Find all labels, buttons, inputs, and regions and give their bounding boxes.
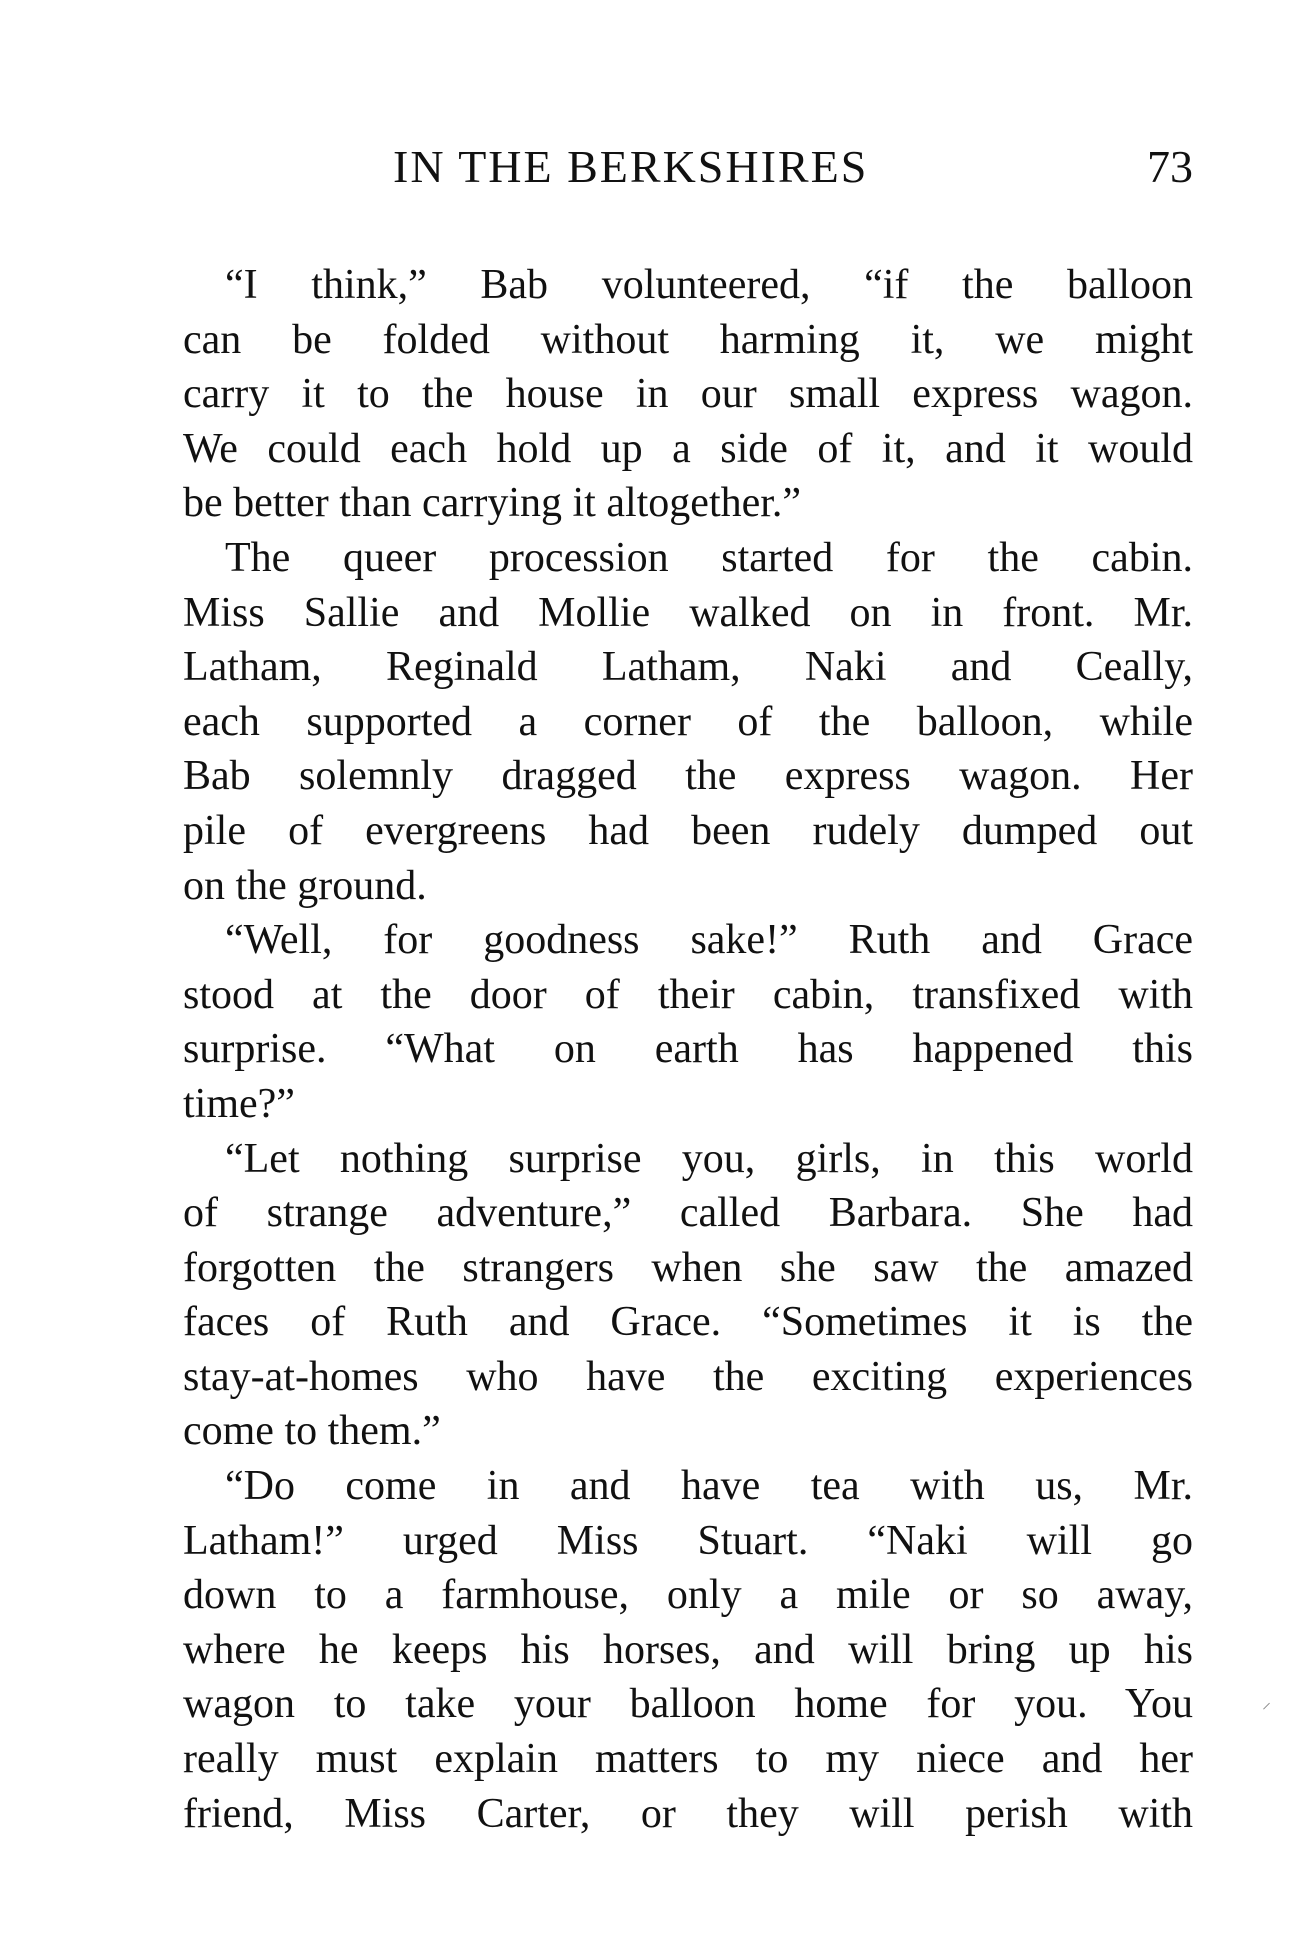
page-number: 73 — [1147, 141, 1193, 192]
text-line: stood at the door of their cabin, transfixed with — [183, 971, 1193, 1018]
text-line: “Do come in and have tea with us, Mr. — [225, 1463, 1193, 1510]
text-line: forgotten the strangers when she saw the amazed — [183, 1244, 1193, 1291]
text-line: stay-at-homes who have the exciting experiences — [183, 1353, 1193, 1400]
text-line: friend, Miss Carter, or they will perish with — [183, 1790, 1193, 1837]
text-line: faces of Ruth and Grace. “Sometimes it is the — [183, 1299, 1193, 1346]
paragraph-4 — [183, 1132, 1193, 1460]
text-line: down to a farmhouse, only a mile or so away, — [183, 1572, 1193, 1619]
paragraph-1 — [183, 258, 1193, 531]
text-line: wagon to take your balloon home for you. You — [183, 1681, 1193, 1728]
text-line: each supported a corner of the balloon, while — [183, 698, 1193, 745]
paragraph-5 — [183, 1459, 1193, 1841]
text-line: Bab solemnly dragged the express wagon. Her — [183, 753, 1193, 800]
text-line: “Let nothing surprise you, girls, in this world — [225, 1135, 1193, 1182]
text-line: carry it to the house in our small express wagon. — [183, 371, 1193, 418]
text-line: surprise. “What on earth has happened this — [183, 1026, 1193, 1073]
text-line: “I think,” Bab volunteered, “if the balloon — [225, 262, 1193, 308]
text-line: Latham!” urged Miss Stuart. “Naki will go — [183, 1517, 1193, 1564]
text-line: Latham, Reginald Latham, Naki and Ceally, — [183, 644, 1193, 691]
text-line: where he keeps his horses, and will bring up his — [183, 1626, 1193, 1673]
text-line: of strange adventure,” called Barbara. She had — [183, 1190, 1193, 1237]
text-line: really must explain matters to my niece and her — [183, 1736, 1193, 1783]
scan-speck: ⸝ — [1262, 1692, 1271, 1712]
body-text — [183, 258, 1193, 1841]
text-line: Miss Sallie and Mollie walked on in front. Mr. — [183, 589, 1193, 636]
paragraph-2 — [183, 531, 1193, 913]
text-line: pile of evergreens had been rudely dumped out — [183, 807, 1193, 854]
text-line: We could each hold up a side of it, and it would — [183, 425, 1193, 472]
text-line: be better than carrying it altogether.” — [183, 480, 802, 527]
running-head — [183, 140, 1193, 200]
text-line: come to them.” — [183, 1408, 441, 1455]
text-line: can be folded without harming it, we might — [183, 316, 1193, 363]
text-line: time?” — [183, 1080, 295, 1127]
paragraph-3 — [183, 913, 1193, 1131]
text-line: on the ground. — [183, 862, 427, 909]
running-title: IN THE BERKSHIRES — [393, 141, 869, 192]
text-line: The queer procession started for the cabin. — [225, 534, 1193, 581]
text-line: “Well, for goodness sake!” Ruth and Grace — [225, 917, 1193, 964]
